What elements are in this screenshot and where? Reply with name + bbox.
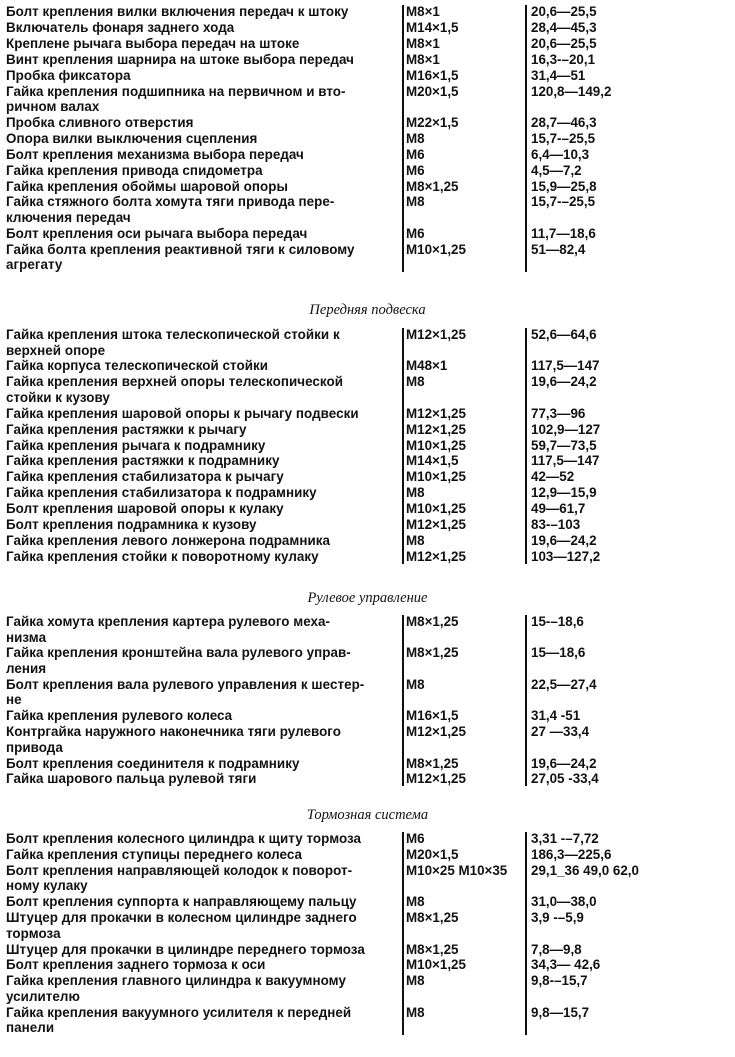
- table-row: [0, 863, 735, 894]
- table-row: [0, 957, 735, 973]
- table-row: [0, 894, 735, 910]
- part-name: Болт крепления оси рычага выбора передач: [6, 225, 308, 241]
- part-name: Гайка крепления рулевого колеса: [6, 708, 233, 724]
- thread-size: М14×1,5: [406, 453, 459, 469]
- table-row: [0, 20, 735, 36]
- part-name: Гайка болта крепления реактивной тяги к силовому агрегату: [6, 241, 355, 273]
- table-row: [0, 645, 735, 676]
- torque-value: 12,9—15,9: [531, 485, 597, 501]
- part-name: Гайка крепления стойки к поворотному кулаку: [6, 548, 319, 564]
- part-name: Гайка хомута крепления картера рулевого меха- низма: [6, 614, 331, 645]
- torque-value: 19,6—24,2: [531, 532, 597, 548]
- thread-size: М8: [406, 973, 425, 989]
- table-row: [0, 453, 735, 469]
- thread-size: М12×1,25: [406, 517, 466, 532]
- part-name: Креплене рычага выбора передач на штоке: [6, 35, 300, 51]
- part-name: Гайка крепления верхней опоры телескопической стойки к кузову: [6, 374, 343, 405]
- part-name: Пробка фиксатора: [6, 67, 131, 83]
- torque-value: 186,3—225,6: [531, 846, 612, 862]
- thread-size: М6: [406, 831, 425, 846]
- table-row: [0, 708, 735, 724]
- table-row: [0, 68, 735, 84]
- torque-value: 27,05 -33,4: [531, 771, 599, 787]
- part-name: Гайка крепления привода спидометра: [6, 162, 263, 178]
- thread-size: М10×1,25: [406, 469, 466, 485]
- torque-value: 31,4 -51: [531, 708, 581, 724]
- column-divider-torque: [525, 328, 527, 564]
- torque-value: 52,6—64,6: [531, 327, 597, 342]
- thread-size: М16×1,5: [406, 67, 459, 83]
- part-name: Болт крепления подрамника к кузову: [6, 517, 257, 532]
- table-row: [0, 147, 735, 163]
- thread-size: М8×1,25: [406, 910, 459, 926]
- torque-value: 19,6—24,2: [531, 755, 597, 771]
- part-name: Штуцер для прокачки в колесном цилиндре заднего тормоза: [6, 910, 357, 941]
- table-row: [0, 517, 735, 533]
- torque-value: 3,9 -–5,9: [531, 910, 584, 926]
- torque-value: 77,3—96: [531, 405, 586, 421]
- thread-size: М12×1,25: [406, 405, 466, 421]
- thread-size: М20×1,5: [406, 83, 459, 99]
- part-name: Болт крепления суппорта к направляющему пальцу: [6, 894, 357, 910]
- part-name: Болт крепления механизма выбора передач: [6, 146, 304, 162]
- table-row: [0, 831, 735, 847]
- thread-size: М8: [406, 894, 425, 910]
- column-divider-torque: [525, 832, 527, 1035]
- thread-size: М8×1: [406, 51, 440, 67]
- torque-value: 15,7-–25,5: [531, 130, 596, 146]
- thread-size: М48×1: [406, 358, 448, 374]
- torque-value: 31,4—51: [531, 67, 586, 83]
- thread-size: М12×1,25: [406, 548, 466, 564]
- column-divider-thread: [402, 832, 404, 1035]
- table-row: [0, 724, 735, 755]
- table-row: [0, 163, 735, 179]
- thread-size: М12×1,25: [406, 724, 466, 740]
- part-name: Гайка крепления ступицы переднего колеса: [6, 846, 303, 862]
- thread-size: М8: [406, 485, 425, 501]
- torque-value: 51—82,4: [531, 241, 586, 257]
- torque-value: 15—18,6: [531, 645, 586, 661]
- torque-value: 29,1_36 49,0 62,0: [531, 862, 639, 878]
- part-name: Гайка крепления левого лонжерона подрамника: [6, 532, 331, 548]
- thread-size: М22×1,5: [406, 114, 459, 130]
- part-name: Контргайка наружного наконечника тяги рулевого привода: [6, 724, 341, 755]
- table-row: [0, 327, 735, 358]
- thread-size: М8×1,25: [406, 178, 459, 194]
- table-row: [0, 847, 735, 863]
- thread-size: М10×1,25: [406, 437, 466, 453]
- part-name: Винт крепления шарнира на штоке выбора передач: [6, 51, 354, 67]
- torque-value: 102,9—127: [531, 421, 601, 437]
- table-row: [0, 910, 735, 941]
- table-row: [0, 84, 735, 115]
- table-row: [0, 131, 735, 147]
- part-name: Гайка стяжного болта хомута тяги привода пере- ключения передач: [6, 194, 335, 225]
- torque-value: 20,6—25,5: [531, 35, 597, 51]
- part-name: Гайка крепления растяжки к рычагу: [6, 421, 247, 437]
- thread-size: М16×1,5: [406, 708, 459, 724]
- thread-size: М10×1,25: [406, 501, 466, 517]
- thread-size: М6: [406, 146, 425, 162]
- table-row: [0, 4, 735, 20]
- torque-value: 22,5—27,4: [531, 676, 597, 692]
- torque-value: 27 —33,4: [531, 724, 590, 740]
- torque-value: 83-–103: [531, 517, 581, 532]
- table-row: [0, 438, 735, 454]
- part-name: Гайка крепления рычага к подрамнику: [6, 437, 266, 453]
- torque-value: 9,8—15,7: [531, 1004, 590, 1020]
- table-row: [0, 677, 735, 708]
- torque-value: 103—127,2: [531, 548, 601, 564]
- part-name: Болт крепления вала рулевого управления к шестер- не: [6, 676, 365, 708]
- part-name: Гайка крепления штока телескопической стойки к верхней опоре: [6, 327, 340, 358]
- part-name: Болт крепления направляющей колодок к поворот- ному кулаку: [6, 862, 353, 894]
- part-name: Гайка крепления стабилизатора к рычагу: [6, 469, 284, 485]
- table-row: [0, 52, 735, 68]
- torque-value: 28,7—46,3: [531, 114, 597, 130]
- torque-value: 16,3-–20,1: [531, 51, 596, 67]
- column-divider-thread: [402, 5, 404, 272]
- part-name: Включатель фонаря заднего хода: [6, 19, 235, 35]
- table-row: [0, 406, 735, 422]
- table-row: [0, 756, 735, 772]
- thread-size: М6: [406, 162, 425, 178]
- thread-size: М8×1: [406, 35, 440, 51]
- thread-size: М8: [406, 374, 425, 390]
- part-name: Опора вилки выключения сцепления: [6, 130, 258, 146]
- thread-size: М8×1,25: [406, 645, 459, 661]
- torque-value: 31,0—38,0: [531, 894, 597, 910]
- thread-size: М12×1,25: [406, 421, 466, 437]
- thread-size: М8: [406, 1004, 425, 1020]
- thread-size: М10×1,25: [406, 241, 466, 257]
- section-title: Тормозная система: [306, 807, 429, 823]
- part-name: Гайка крепления кронштейна вала рулевого управ- ления: [6, 645, 351, 676]
- part-name: Болт крепления вилки включения передач к штоку: [6, 4, 349, 19]
- part-name: Гайка крепления стабилизатора к подрамнику: [6, 485, 317, 501]
- part-name: Гайка крепления главного цилиндра к вакуумному усилителю: [6, 973, 346, 1004]
- thread-size: М6: [406, 225, 425, 241]
- torque-value: 42—52: [531, 469, 575, 485]
- column-divider-thread: [402, 615, 404, 786]
- part-name: Гайка крепления растяжки к подрамнику: [6, 453, 280, 469]
- thread-size: М8×1,25: [406, 614, 459, 629]
- torque-value: 15,9—25,8: [531, 178, 597, 194]
- torque-value: 34,3— 42,6: [531, 957, 601, 973]
- table-row: [0, 226, 735, 242]
- thread-size: М10×25 М10×35: [406, 862, 508, 878]
- torque-value: 49—61,7: [531, 501, 586, 517]
- column-divider-thread: [402, 328, 404, 564]
- part-name: Штуцер для прокачки в цилиндре переднего тормоза: [6, 941, 365, 957]
- table-row: [0, 942, 735, 958]
- part-name: Гайка крепления вакуумного усилителя к передней панели: [6, 1004, 352, 1036]
- thread-size: М8×1,25: [406, 755, 459, 771]
- thread-size: М8×1,25: [406, 941, 459, 957]
- torque-value: 117,5—147: [531, 358, 600, 374]
- column-divider-torque: [525, 5, 527, 272]
- table-row: [0, 374, 735, 405]
- column-divider-torque: [525, 615, 527, 786]
- thread-size: М8: [406, 130, 425, 146]
- part-name: Гайка крепления обоймы шаровой опоры: [6, 178, 288, 194]
- table-row: [0, 115, 735, 131]
- table-row: [0, 771, 735, 787]
- table-row: [0, 358, 735, 374]
- torque-value: 28,4—45,3: [531, 19, 597, 35]
- thread-size: М8×1: [406, 4, 440, 19]
- table-row: [0, 242, 735, 273]
- thread-size: М20×1,5: [406, 846, 459, 862]
- thread-size: М12×1,25: [406, 771, 466, 787]
- part-name: Гайка шарового пальца рулевой тяги: [6, 771, 257, 787]
- table-row: [0, 533, 735, 549]
- torque-value: 59,7—73,5: [531, 437, 597, 453]
- part-name: Гайка крепления шаровой опоры к рычагу подвески: [6, 405, 359, 421]
- table-row: [0, 973, 735, 1004]
- table-row: [0, 422, 735, 438]
- table-row: [0, 614, 735, 645]
- part-name: Гайка крепления подшипника на первичном и вто- ричном валах: [6, 83, 346, 114]
- part-name: Гайка корпуса телескопической стойки: [6, 358, 269, 374]
- section-title: Рулевое управление: [307, 590, 428, 606]
- torque-value: 120,8—149,2: [531, 83, 612, 99]
- torque-value: 6,4—10,3: [531, 146, 590, 162]
- torque-value: 20,6—25,5: [531, 4, 597, 19]
- part-name: Болт крепления шаровой опоры к кулаку: [6, 501, 284, 517]
- thread-size: М8: [406, 194, 425, 210]
- table-row: [0, 469, 735, 485]
- torque-value: 11,7—18,6: [531, 225, 596, 241]
- torque-value: 7,8—9,8: [531, 941, 582, 957]
- table-row: [0, 1005, 735, 1036]
- table-row: [0, 485, 735, 501]
- table-row: [0, 501, 735, 517]
- torque-value: 15,7-–25,5: [531, 194, 596, 210]
- torque-value: 19,6—24,2: [531, 374, 597, 390]
- thread-size: М8: [406, 676, 425, 692]
- part-name: Болт крепления колесного цилиндра к щиту тормоза: [6, 831, 362, 846]
- part-name: Болт крепления соединителя к подрамнику: [6, 755, 300, 771]
- thread-size: М10×1,25: [406, 957, 466, 973]
- torque-value: 4,5—7,2: [531, 162, 582, 178]
- part-name: Пробка сливного отверстия: [6, 114, 194, 130]
- torque-value: 3,31 -–7,72: [531, 831, 599, 846]
- torque-value: 15-–18,6: [531, 614, 584, 629]
- section-title: Передняя подвеска: [309, 302, 426, 318]
- table-row: [0, 179, 735, 195]
- thread-size: М14×1,5: [406, 19, 459, 35]
- part-name: Болт крепления заднего тормоза к оси: [6, 957, 266, 973]
- torque-value: 9,8-–15,7: [531, 973, 588, 989]
- table-row: [0, 36, 735, 52]
- thread-size: М8: [406, 532, 425, 548]
- table-row: [0, 549, 735, 565]
- table-row: [0, 194, 735, 225]
- torque-value: 117,5—147: [531, 453, 600, 469]
- thread-size: М12×1,25: [406, 327, 466, 342]
